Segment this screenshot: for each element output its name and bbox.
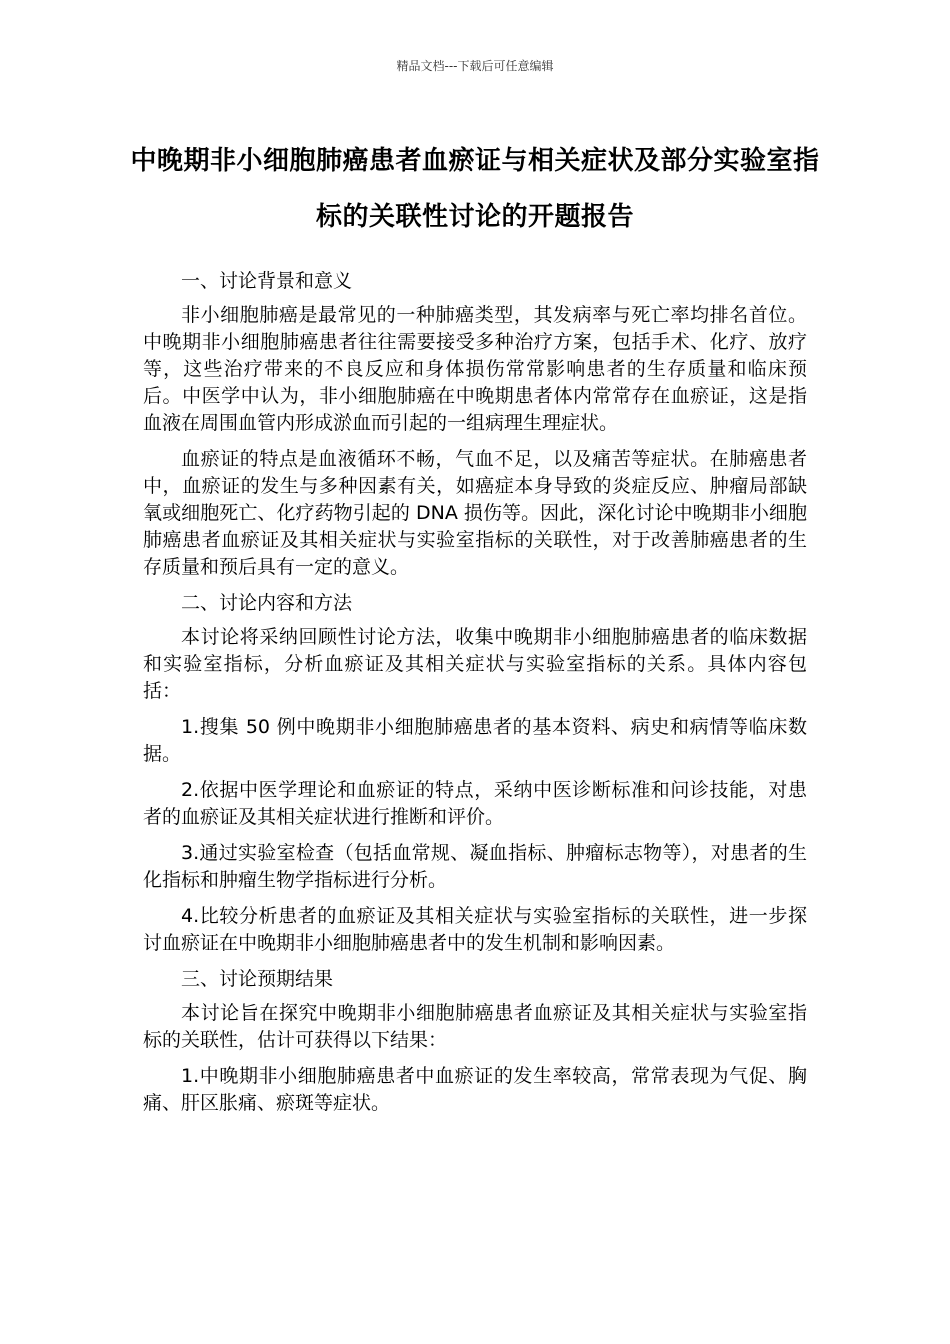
list-item-method-2: 2.依据中医学理论和血瘀证的特点，采纳中医诊断标准和问诊技能，对患者的血瘀证及其相关症状进行推断和评价。 <box>143 779 807 828</box>
list-item-method-3: 3.通过实验室检查（包括血常规、凝血指标、肿瘤标志物等），对患者的生化指标和肿瘤生物学指标进行分析。 <box>143 842 807 891</box>
section-heading-results: 三、讨论预期结果 <box>181 968 334 990</box>
header-note: 精品文档---下载后可任意编辑 <box>396 59 554 73</box>
document-title: 中晚期非小细胞肺癌患者血瘀证与相关症状及部分实验室指标的关联性讨论的开题报告 <box>130 146 820 232</box>
paragraph-background-1: 非小细胞肺癌是最常见的一种肺癌类型，其发病率与死亡率均排名首位。中晚期非小细胞肺癌患者往往需要接受多种治疗方案，包括手术、化疗、放疗等，这些治疗带来的不良反应和身体损伤常常影响患者的生存质量和临床预后。中医学中认为，非小细胞肺癌在中晚期患者体内常常存在血瘀证，这是指血液在周围血管内形成淤血而引起的一组病理生理症状。 <box>143 304 807 434</box>
list-item-result-1: 1.中晚期非小细胞肺癌患者中血瘀证的发生率较高，常常表现为气促、胸痛、肝区胀痛、瘀斑等症状。 <box>143 1065 807 1114</box>
document-body <box>143 268 807 1126</box>
paragraph-results-intro: 本讨论旨在探究中晚期非小细胞肺癌患者血瘀证及其相关症状与实验室指标的关联性，估计可获得以下结果： <box>143 1002 807 1051</box>
list-item-method-1: 1.搜集 50 例中晚期非小细胞肺癌患者的基本资料、病史和病情等临床数据。 <box>143 716 807 765</box>
paragraph-methods-intro: 本讨论将采纳回顾性讨论方法，收集中晚期非小细胞肺癌患者的临床数据和实验室指标，分析血瘀证及其相关症状与实验室指标的关系。具体内容包括： <box>143 626 807 702</box>
section-heading-methods: 二、讨论内容和方法 <box>181 592 353 614</box>
section-heading-background: 一、讨论背景和意义 <box>181 270 353 292</box>
paragraph-background-2: 血瘀证的特点是血液循环不畅，气血不足，以及痛苦等症状。在肺癌患者中，血瘀证的发生与多种因素有关，如癌症本身导致的炎症反应、肿瘤局部缺氧或细胞死亡、化疗药物引起的 DNA 损伤等。因此，深化讨论中晚期非小细胞肺癌患者血瘀证及其相关症状与实验室指标的关联性，对于改善肺癌患者的生存质量和预后具有一定的意义。 <box>143 448 807 578</box>
list-item-method-4: 4.比较分析患者的血瘀证及其相关症状与实验室指标的关联性，进一步探讨血瘀证在中晚期非小细胞肺癌患者中的发生机制和影响因素。 <box>143 905 807 954</box>
